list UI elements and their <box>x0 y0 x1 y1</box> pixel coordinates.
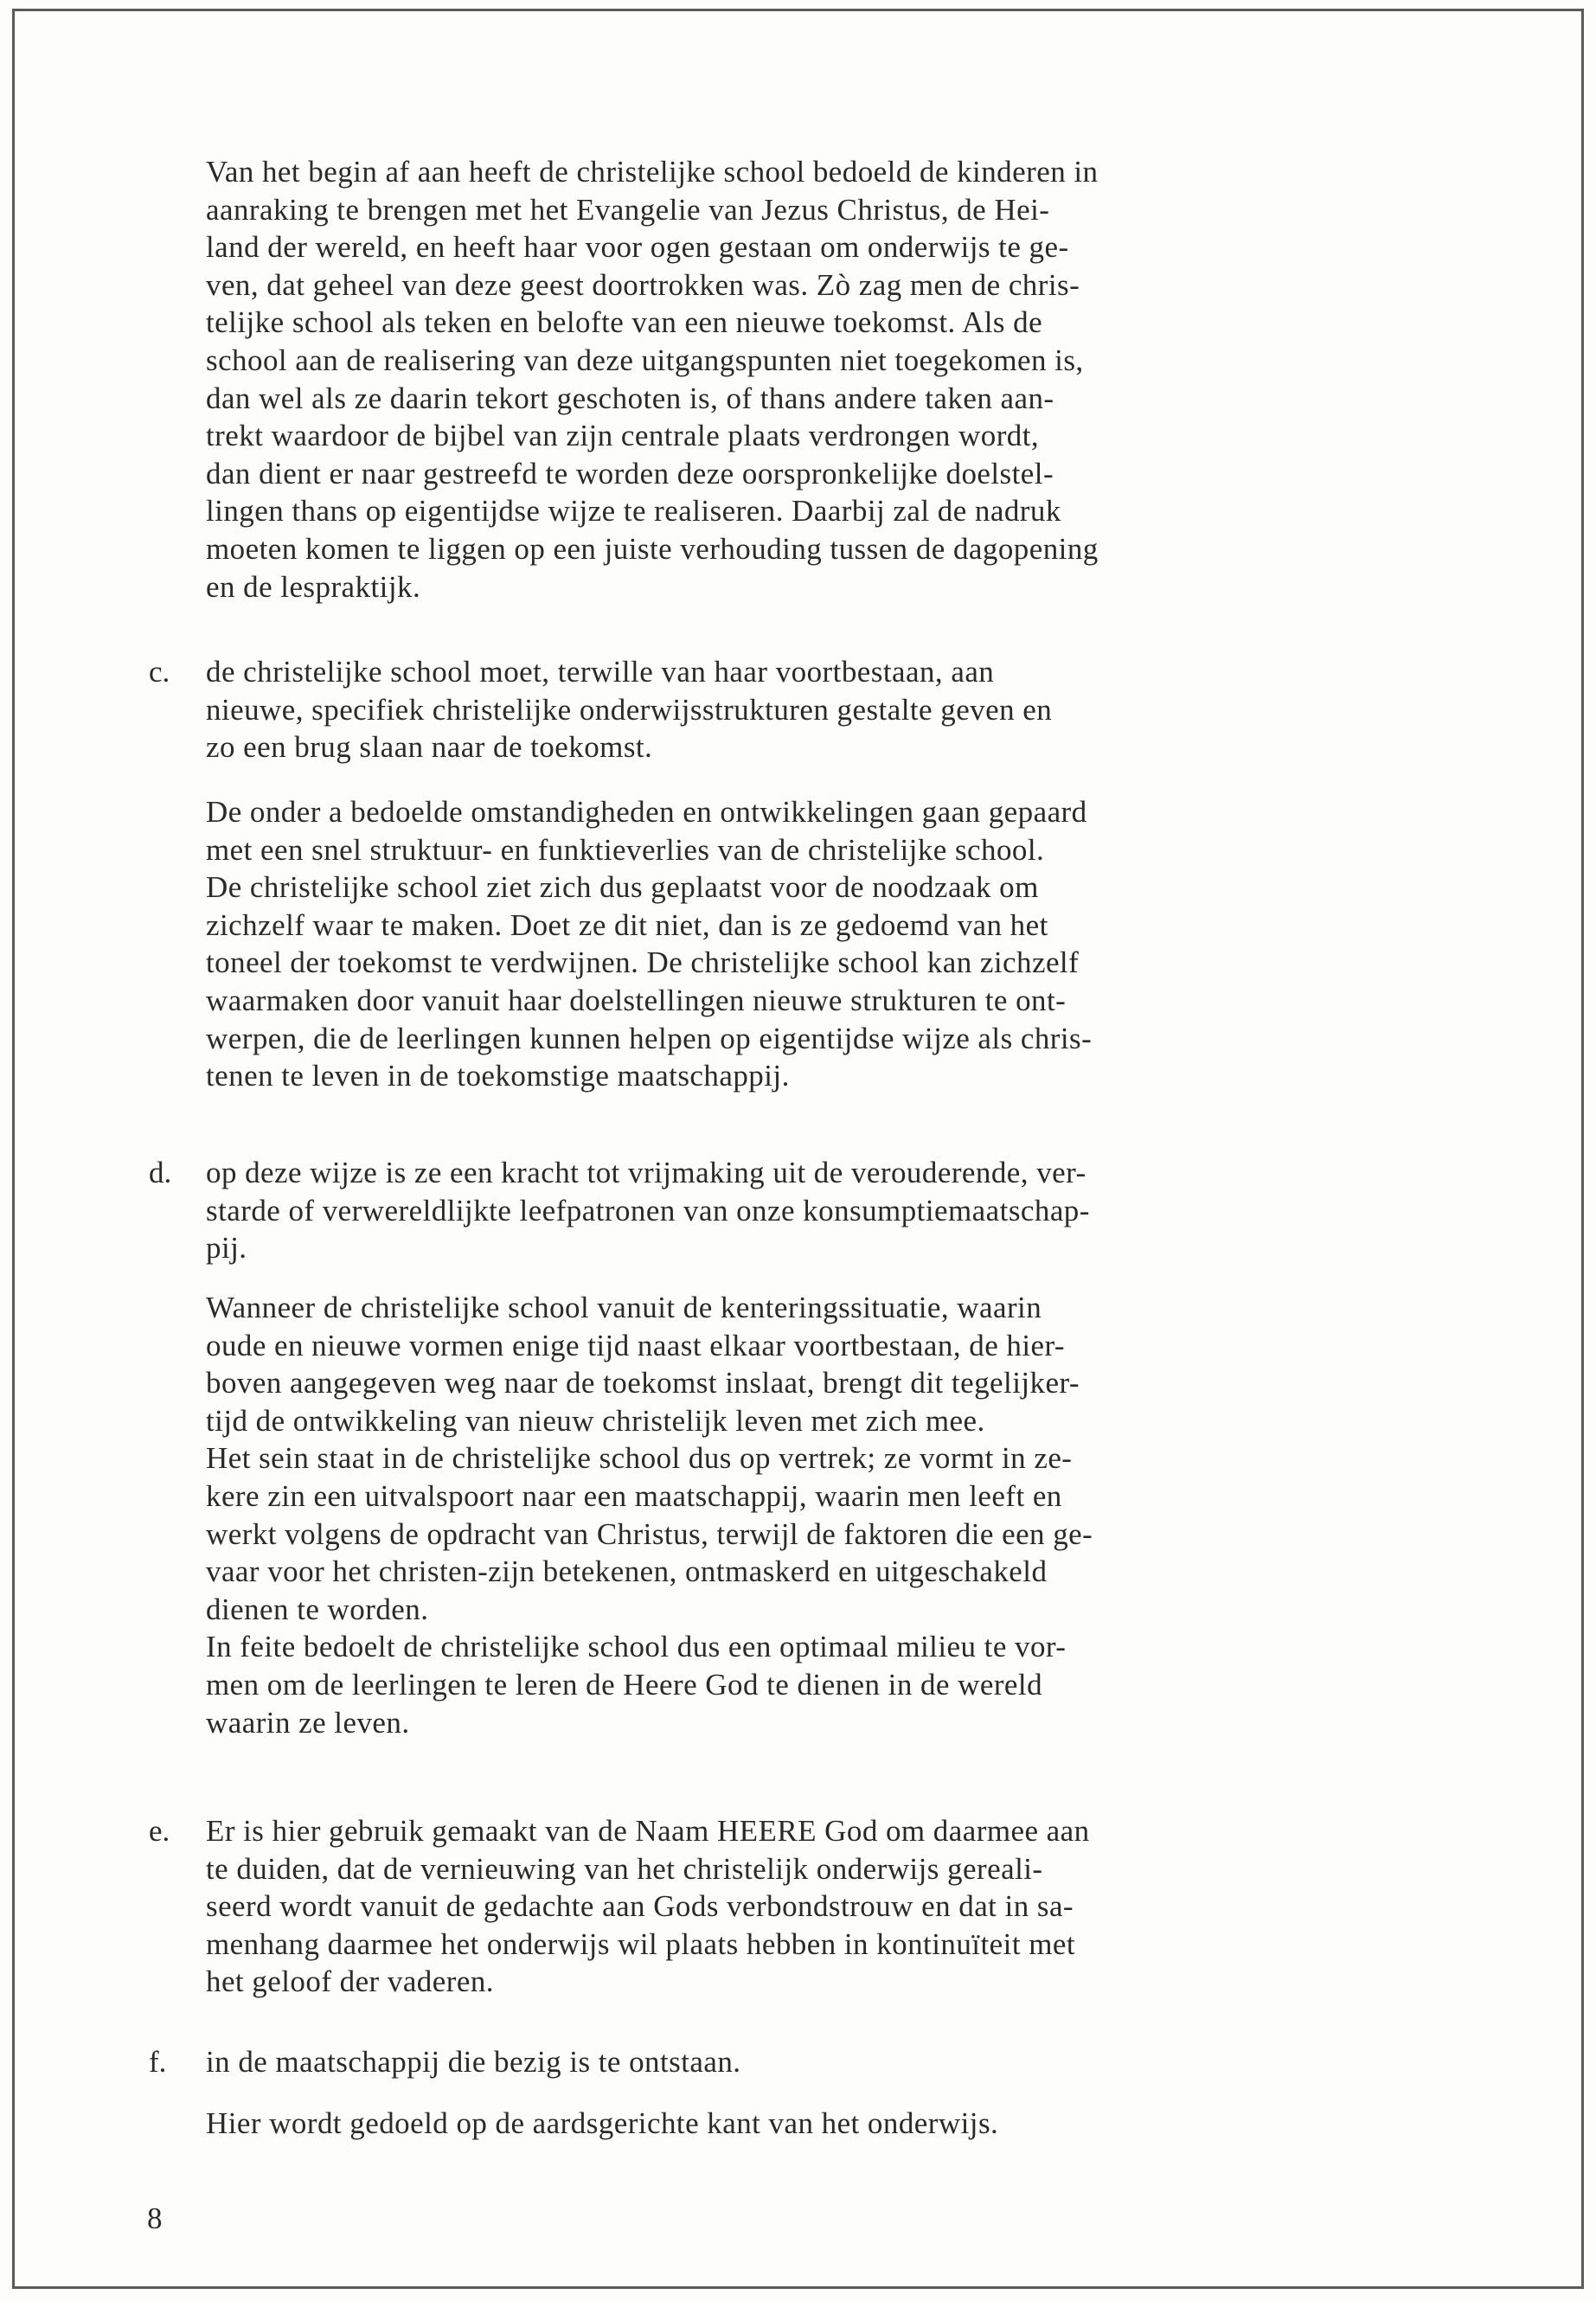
text-line: waarin ze leven. <box>206 1705 410 1740</box>
text-line: trekt waardoor de bijbel van zijn centrale plaats verdrongen wordt, <box>206 419 1040 453</box>
text-line: het geloof der vaderen. <box>206 1965 494 1999</box>
text-line: ven, dat geheel van deze geest doortrokken was. Zò zag men de chris- <box>206 267 1080 302</box>
text-line: land der wereld, en heeft haar voor ogen gestaan om onderwijs te ge- <box>206 230 1069 265</box>
text-line: In feite bedoelt de christelijke school dus een optimaal milieu te vor- <box>206 1630 1067 1664</box>
text-line: telijke school als teken en belofte van een nieuwe toekomst. Als de <box>206 305 1043 340</box>
text-line: oude en nieuwe vormen enige tijd naast elkaar voortbestaan, de hier- <box>206 1328 1065 1362</box>
text-line: school aan de realisering van deze uitgangspunten niet toegekomen is, <box>206 343 1084 377</box>
list-marker: f. <box>149 2045 167 2079</box>
text-line: zo een brug slaan naar de toekomst. <box>206 730 653 765</box>
intro-paragraph <box>206 153 1486 606</box>
text-line: tenen te leven in de toekomstige maatschappij. <box>206 1059 790 1093</box>
text-line: te duiden, dat de vernieuwing van het christelijk onderwijs gereali- <box>206 1851 1043 1886</box>
paragraph-f <box>206 2105 1486 2143</box>
text-line: starde of verwereldlijkte leefpatronen van onze konsumptiemaatschap- <box>206 1193 1090 1227</box>
page-number: 8 <box>147 2202 163 2235</box>
text-line: op deze wijze is ze een kracht tot vrijmaking uit de verouderende, ver- <box>206 1156 1086 1189</box>
list-marker: c. <box>149 655 170 689</box>
text-line: dienen te worden. <box>206 1592 429 1626</box>
text-line: met een snel struktuur- en funktieverlies van de christelijke school. <box>206 832 1045 867</box>
text-line: werpen, die de leerlingen kunnen helpen op eigentijdse wijze als chris- <box>206 1021 1093 1055</box>
text-line: tijd de ontwikkeling van nieuw christelijk leven met zich mee. <box>206 1403 985 1438</box>
text-line: Er is hier gebruik gemaakt van de Naam HEERE God om daarmee aan <box>206 1814 1090 1848</box>
text-line: seerd wordt vanuit de gedachte aan Gods verbondstrouw en dat in sa- <box>206 1889 1074 1924</box>
text-line: boven aangegeven weg naar de toekomst inslaat, brengt dit tegelijker- <box>206 1366 1080 1400</box>
text-line: in de maatschappij die bezig is te ontstaan. <box>206 2045 741 2079</box>
text-line: Wanneer de christelijke school vanuit de kenteringssituatie, waarin <box>206 1291 1042 1324</box>
text-line: lingen thans op eigentijdse wijze te realiseren. Daarbij zal de nadruk <box>206 494 1061 529</box>
paragraph-d <box>206 1289 1486 1741</box>
text-line: en de lespraktijk. <box>206 569 421 604</box>
paragraph-c <box>206 793 1486 1095</box>
text-line: dan dient er naar gestreefd te worden deze oorspronkelijke doelstel- <box>206 456 1054 490</box>
text-line: Hier wordt gedoeld op de aardsgerichte kant van het onderwijs. <box>206 2106 999 2140</box>
text-line: werkt volgens de opdracht van Christus, terwijl de faktoren die een ge- <box>206 1516 1093 1551</box>
list-marker: e. <box>149 1814 170 1848</box>
text-line: moeten komen te liggen op een juiste verhouding tussen de dagopening <box>206 531 1099 566</box>
text-line: nieuwe, specifiek christelijke onderwijsstrukturen gestalte geven en <box>206 692 1053 727</box>
text-line: kere zin een uitvalspoort naar een maatschappij, waarin men leeft en <box>206 1478 1062 1513</box>
text-line: vaar voor het christen-zijn betekenen, ontmaskerd en uitgeschakeld <box>206 1554 1048 1589</box>
text-line: De christelijke school ziet zich dus geplaatst voor de noodzaak om <box>206 870 1039 905</box>
text-line: menhang daarmee het onderwijs wil plaats hebben in kontinuïteit met <box>206 1926 1076 1961</box>
text-line: de christelijke school moet, terwille van haar voortbestaan, aan <box>206 655 995 689</box>
text-line: toneel der toekomst te verdwijnen. De christelijke school kan zichzelf <box>206 945 1080 980</box>
text-line: men om de leerlingen te leren de Heere God te dienen in de wereld <box>206 1667 1043 1702</box>
list-marker: d. <box>149 1156 172 1189</box>
text-line: waarmaken door vanuit haar doelstellingen nieuwe strukturen te ont- <box>206 983 1067 1017</box>
text-line: Het sein staat in de christelijke school dus op vertrek; ze vormt in ze- <box>206 1441 1073 1476</box>
text-line: aanraking te brengen met het Evangelie van Jezus Christus, de Hei- <box>206 192 1050 227</box>
text-line: De onder a bedoelde omstandigheden en ontwikkelingen gaan gepaard <box>206 795 1087 829</box>
text-line: pij. <box>206 1231 247 1266</box>
text-line: dan wel als ze daarin tekort geschoten is, of thans andere taken aan- <box>206 381 1054 415</box>
text-line: zichzelf waar te maken. Doet ze dit niet, dan is ze gedoemd van het <box>206 907 1048 942</box>
text-line: Van het begin af aan heeft de christelijke school bedoeld de kinderen in <box>206 155 1099 189</box>
